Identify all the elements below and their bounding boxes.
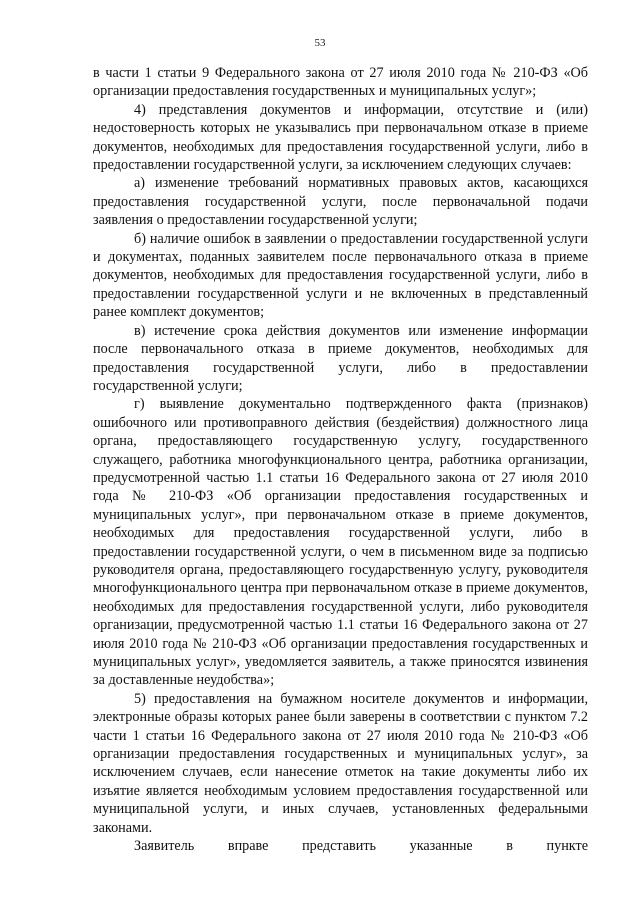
document-body: [93, 64, 588, 855]
paragraph-subitem-a: а) изменение требований нормативных правовых актов, касающихся предоставления государственной услуги, после первоначальной подачи заявления о предоставлении государственной услуги;: [93, 175, 588, 229]
page-number: 53: [314, 37, 326, 49]
paragraph-continuation: в части 1 статьи 9 Федерального закона от 27 июля 2010 года № 210-ФЗ «Об организации предоставления государственных и муниципальных услуг»;: [93, 65, 588, 100]
paragraph-subitem-g: г) выявление документально подтвержденного факта (признаков) ошибочного или противоправного действия (бездействия) должностного лица органа, предоставляющего государственную услугу, государственного служащего, работника многофункционального центра, работника организации, предусмотренной частью 1.1 статьи 16 Федерального закона от 27 июля 2010 года № 210-ФЗ «Об организации предоставления государственных и муниципальных услуг», при первоначальном отказе в приеме документов, необходимых для предоставления государственной услуги, либо в предоставлении государственной услуги, о чем в письменном виде за подписью руководителя органа, предоставляющего государственную услугу, руководителя многофункционального центра при первоначальном отказе в приеме документов, необходимых для предоставления государственной услуги, либо руководителя организации, предусмотренной частью 1.1 статьи 16 Федерального закона от 27 июля 2010 года № 210-ФЗ «Об организации предоставления государственных и муниципальных услуг», уведомляется заявитель, а также приносятся извинения за доставленные неудобства»;: [93, 396, 588, 689]
paragraph-subitem-v: в) истечение срока действия документов или изменение информации после первоначального отказа в приеме документов, необходимых для предоставления государственной услуги, либо в предоставлении государственной услуги;: [93, 322, 588, 394]
paragraph-subitem-b: б) наличие ошибок в заявлении о предоставлении государственной услуги и документах, поданных заявителем после первоначального отказа в приеме документов, необходимых для предоставления государственной услуги, либо в предоставлении государственной услуги и не включенных в представленный ранее комплект документов;: [93, 230, 588, 321]
paragraph-applicant: Заявитель вправе представить указанные в пункте: [134, 838, 588, 855]
paragraph-item-4: 4) представления документов и информации, отсутствие и (или) недостоверность которых не указывались при первоначальном отказе в приеме документов, необходимых для предоставления государственной услуги, либо в предоставлении государственной услуги, за исключением следующих случаев:: [93, 101, 588, 174]
paragraph-item-5: 5) предоставления на бумажном носителе документов и информации, электронные образы которых ранее были заверены в соответствии с пунктом 7.2 части 1 статьи 16 Федерального закона от 27 июля 2010 года № 210-ФЗ «Об организации предоставления государственных и муниципальных услуг», за исключением случаев, если нанесение отметок на такие документы либо их изъятие является необходимым условием предоставления государственной или муниципальной услуги, и иных случаев, установленных федеральными законами.: [93, 690, 588, 836]
